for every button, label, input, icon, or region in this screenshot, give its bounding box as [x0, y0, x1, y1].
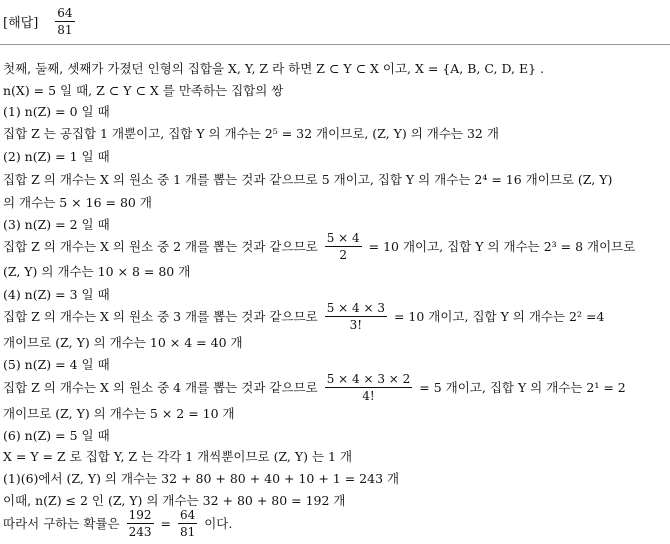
line-text: (Z, Y) 의 개수는 10 × 8 = 80 개 [3, 264, 191, 279]
solution-line [3, 80, 283, 100]
line-text: 따라서 구하는 확률은 [3, 516, 124, 531]
line-text: = 10 개이고, 집합 Y 의 개수는 2³ = 8 개이므로 [364, 239, 636, 254]
line-text: 이다. [200, 516, 233, 531]
answer-numerator: 64 [57, 5, 73, 20]
line-text: (4) n(Z) = 3 일 때 [3, 287, 110, 302]
fraction-denominator: 4! [362, 388, 375, 403]
solution-line [3, 297, 604, 335]
answer-label: [해답] [3, 15, 39, 31]
solution-line [3, 261, 190, 281]
line-text: 이때, n(Z) ≤ 2 인 (Z, Y) 의 개수는 32 + 80 + 80 = 192 개 [3, 493, 346, 508]
fraction [325, 373, 413, 402]
solution-line [3, 227, 635, 265]
line-text: = [156, 515, 175, 531]
line-text: 개이므로 (Z, Y) 의 개수는 5 × 2 = 10 개 [3, 406, 235, 421]
line-text: 의 개수는 5 × 16 = 80 개 [3, 195, 152, 210]
answer-header [3, 4, 78, 38]
fraction-denominator: 3! [349, 317, 363, 332]
answer-denominator: 81 [57, 22, 73, 37]
solution-line [3, 101, 110, 121]
solution-line [3, 58, 544, 78]
line-text: (6) n(Z) = 5 일 때 [3, 428, 110, 443]
solution-line [3, 446, 352, 466]
line-text: 집합 Z 의 개수는 X 의 원소 중 3 개를 뽑는 것과 같으므로 [3, 309, 322, 324]
solution-line [3, 192, 152, 212]
solution-line [3, 425, 110, 445]
line-text: 집합 Z 는 공집합 1 개뿐이고, 집합 Y 의 개수는 2⁵ = 32 개이므로, (Z, Y) 의 개수는 32 개 [3, 126, 499, 141]
answer-fraction [55, 7, 74, 36]
fraction-numerator: 5 × 4 [326, 230, 360, 245]
line-text: n(X) = 5 일 때, Z ⊂ Y ⊂ X 를 만족하는 집합의 쌍 [3, 83, 284, 98]
line-text: = 5 개이고, 집합 Y 의 개수는 2¹ = 2 [415, 380, 626, 395]
solution-line [3, 169, 612, 189]
fraction-denominator: 2 [339, 247, 347, 262]
line-text: X = Y = Z 로 집합 Y, Z 는 각각 1 개씩뿐이므로 (Z, Y) 는 1 개 [3, 449, 353, 464]
solution-line [3, 332, 243, 352]
solution-line [3, 504, 232, 542]
line-text: 집합 Z 의 개수는 X 의 원소 중 1 개를 뽑는 것과 같으므로 5 개이고, 집합 Y 의 개수는 2⁴ = 16 개이므로 (Z, Y) [3, 172, 613, 187]
fraction [127, 509, 154, 538]
section-divider [0, 44, 670, 45]
fraction-numerator: 5 × 4 × 3 × 2 [326, 371, 411, 386]
fraction-numerator: 192 [128, 507, 152, 522]
fraction [178, 509, 197, 538]
solution-line [3, 146, 110, 166]
line-text: 집합 Z 의 개수는 X 의 원소 중 4 개를 뽑는 것과 같으므로 [3, 380, 322, 395]
fraction-numerator: 5 × 4 × 3 [326, 300, 385, 315]
line-text: (1)(6)에서 (Z, Y) 의 개수는 32 + 80 + 80 + 40 + 10 + 1 = 243 개 [3, 471, 400, 486]
line-text: (3) n(Z) = 2 일 때 [3, 217, 110, 232]
solution-line [3, 468, 399, 488]
line-text: (5) n(Z) = 4 일 때 [3, 357, 110, 372]
fraction-denominator: 81 [179, 524, 196, 539]
fraction-denominator: 243 [128, 524, 152, 539]
line-text: 집합 Z 의 개수는 X 의 원소 중 2 개를 뽑는 것과 같으므로 [3, 239, 322, 254]
line-text: (1) n(Z) = 0 일 때 [3, 104, 110, 119]
solution-line [3, 403, 235, 423]
fraction [325, 232, 362, 261]
solution-line [3, 368, 626, 406]
line-text: (2) n(Z) = 1 일 때 [3, 149, 110, 164]
solution-line [3, 123, 499, 143]
line-text: 개이므로 (Z, Y) 의 개수는 10 × 4 = 40 개 [3, 335, 243, 350]
line-text: 첫째, 둘째, 셋째가 가졌던 인형의 집합을 X, Y, Z 라 하면 Z ⊂ Y ⊂ X 이고, X = {A, B, C, D, E} . [3, 61, 544, 76]
fraction-numerator: 64 [179, 507, 196, 522]
line-text: = 10 개이고, 집합 Y 의 개수는 2² =4 [389, 309, 605, 324]
fraction [325, 302, 387, 331]
